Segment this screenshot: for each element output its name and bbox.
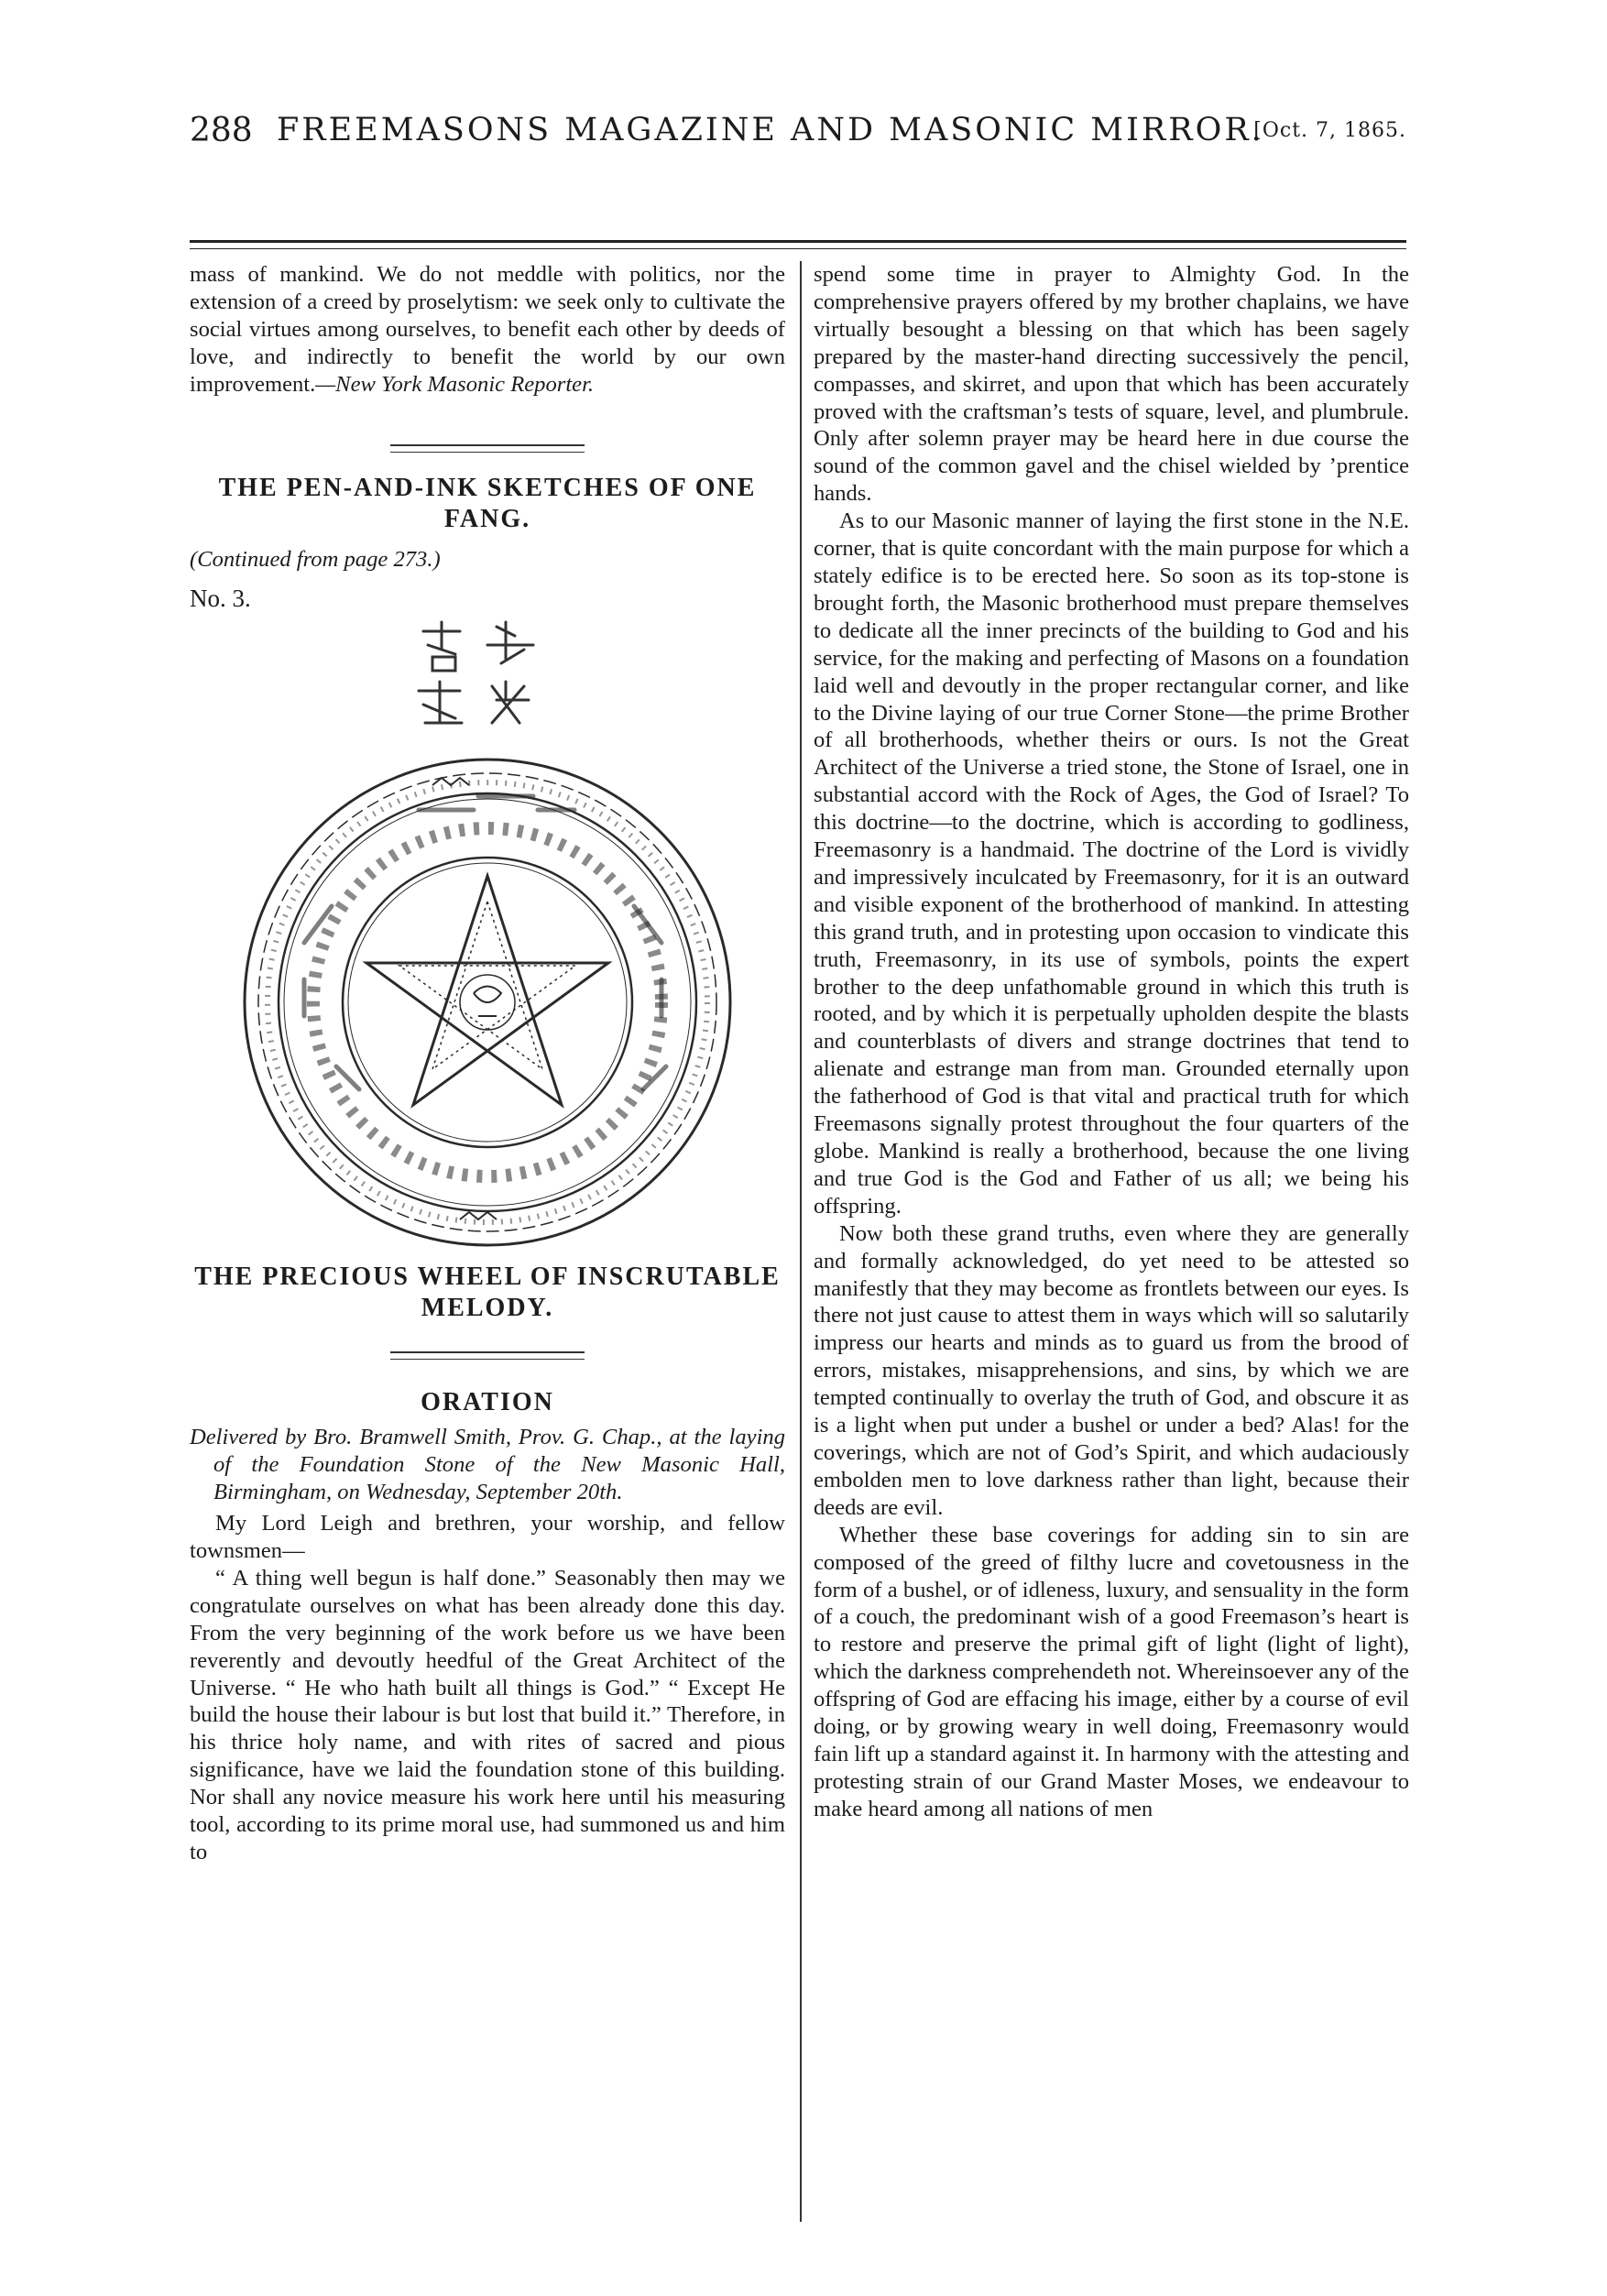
right-paragraph-4: Whether these base coverings for adding sin to sin are composed of the greed of filthy lucre and covetousness in the form of a bushel, or of idleness, luxury, and sensuality in the form of a couch, the predominant wish of a good Freemason’s heart is to restore and preserve the primal gift of light (light of light), which the darkness comprehendeth not. Whereinsoever any of the offspring of God are effacing his image, either by a course of evil doing, or by growing weary in well doing, Freemasonry would fain lift up a standard against it. In harmony with the attesting and protesting strain of our Grand Master Moses, we endeavour to make heard among all nations of men: [814, 1522, 1409, 1821]
issue-date: [Oct. 7, 1865.: [1253, 119, 1406, 142]
seal-glyphs-icon: [396, 613, 579, 741]
right-paragraph-1: spend some time in prayer to Almighty God. In the comprehensive prayers offered by my brother chaplains, we have virtually besought a blessing on that which has been sagely prepared by the master-hand directing successively the pencil, compasses, and skirret, and upon that which has been accurately proved with the craftsman’s tests of square, level, and plumbrule. Only after solemn prayer may be heard here in due course the sound of the common gavel and the chisel wielded by ’prentice hands.: [814, 262, 1409, 507]
header-rule-thin: [190, 248, 1406, 249]
oration-paragraph: “ A thing well begun is half done.” Seasonably then may we congratulate ourselves on what has been already done this day. From the very beginning of the work before us we have been reverently and devoutly heedful of the Great Architect of the Universe. “ He who hath built all things is God.” “ Except He build the house their labour is but lost that build it.” Therefore, in his thrice holy name, and with rites of sacred and pious significance, have we laid the foundation stone of this building. Nor shall any novice measure his work here until his measuring tool, according to its prime moral use, had summoned us and him to: [190, 1565, 785, 1864]
opening-source: —New York Masonic Reporter.: [315, 371, 595, 397]
left-column: [190, 261, 785, 1866]
page-header: [190, 108, 1406, 156]
column-divider: [800, 261, 802, 2222]
header-rule-thick: [190, 240, 1406, 243]
oration-heading: ORATION: [421, 1388, 554, 1417]
chinese-seal-illustration: [396, 613, 579, 741]
oration-greeting: My Lord Leigh and brethren, your worship, and fellow townsmen—: [190, 1511, 785, 1563]
sketch-number: No. 3.: [190, 585, 251, 613]
section-separator: [390, 444, 585, 453]
pentagram-wheel-icon: [203, 741, 771, 1254]
running-title: FREEMASONS MAGAZINE AND MASONIC MIRROR.: [277, 112, 1264, 148]
section-separator-2: [390, 1351, 585, 1360]
figure-caption: THE PRECIOUS WHEEL OF INSCRUTABLE MELODY.: [194, 1263, 781, 1323]
continued-note: (Continued from page 273.): [190, 546, 441, 572]
opening-paragraph-text: mass of mankind. We do not meddle with politics, nor the extension of a creed by proselytism: we seek only to cultivate the social virtues among ourselves, to benefit each other by deeds of love, and indirectly to benefit the world by our own improvement.: [190, 262, 785, 397]
oration-byline: Delivered by Bro. Bramwell Smith, Prov. G. Chap., at the laying of the Foundation Stone of the New Masonic Hall, Birmingham, on Wednesday, September 20th.: [190, 1425, 785, 1505]
right-column: [814, 261, 1409, 1823]
opening-paragraph: [190, 261, 785, 399]
page-number: 288: [190, 112, 253, 149]
right-paragraph-2: As to our Masonic manner of laying the first stone in the N.E. corner, that is quite concordant with the main purpose for which a stately edifice is to be erected here. So soon as its top-stone is brought forth, the Masonic brotherhood must prepare themselves to dedicate all the inner precincts of the building to God and his service, for the making and perfecting of Masons on a foundation laid well and devoutly in the proper rectangular corner, and like to the Divine laying of our true Corner Stone—the prime Brother of all brotherhoods, whether theirs or ours. Is not the Great Architect of the Universe a tried stone, the Stone of Israel, one in substantial accord with the Rock of Ages, the God of Israel? To this doctrine—to the doctrine, which is according to godliness, Freemasonry is a handmaid. The doctrine of the Lord is vividly and impressively inculcated by Freemasonry, for it is an outward and visible exponent of the brotherhood of mankind. In attesting this grand truth, and in protesting upon occasion to vindicate this truth, Freemasonry, in its use of symbols, points the expert brother to the deep unfathomable ground in which this truth is rooted, and by which it is perpetually upholden despite the blasts and counterblasts of divers and strange doctrines that tend to alienate and estrange man from man. Grounded eternally upon the fatherhood of God is that vital and practical truth for which Freemasons signally protest throughout the four quarters of the globe. Mankind is really a brotherhood, because the one living and true God is the God and Father of us all; we being his offspring.: [814, 508, 1409, 1219]
precious-wheel-emblem: [203, 741, 771, 1254]
article-title: THE PEN-AND-INK SKETCHES OF ONE FANG.: [218, 473, 757, 533]
right-paragraph-3: Now both these grand truths, even where they are generally and formally acknowledged, do yet need to be attested so manifestly that they may become as frontlets between our eyes. Is there not just cause to attest them in ways which will so salutarily impress our hearts and minds as to guard us from the brood of errors, mistakes, misapprehensions, and sins, by which we are tempted continually to overlay the truth of God, and obscure it as is a light when put under a bushel or under a bed? Alas! for the coverings, which are not of God’s Spirit, and which audaciously embolden men to love darkness rather than light, because their deeds are evil.: [814, 1220, 1409, 1520]
